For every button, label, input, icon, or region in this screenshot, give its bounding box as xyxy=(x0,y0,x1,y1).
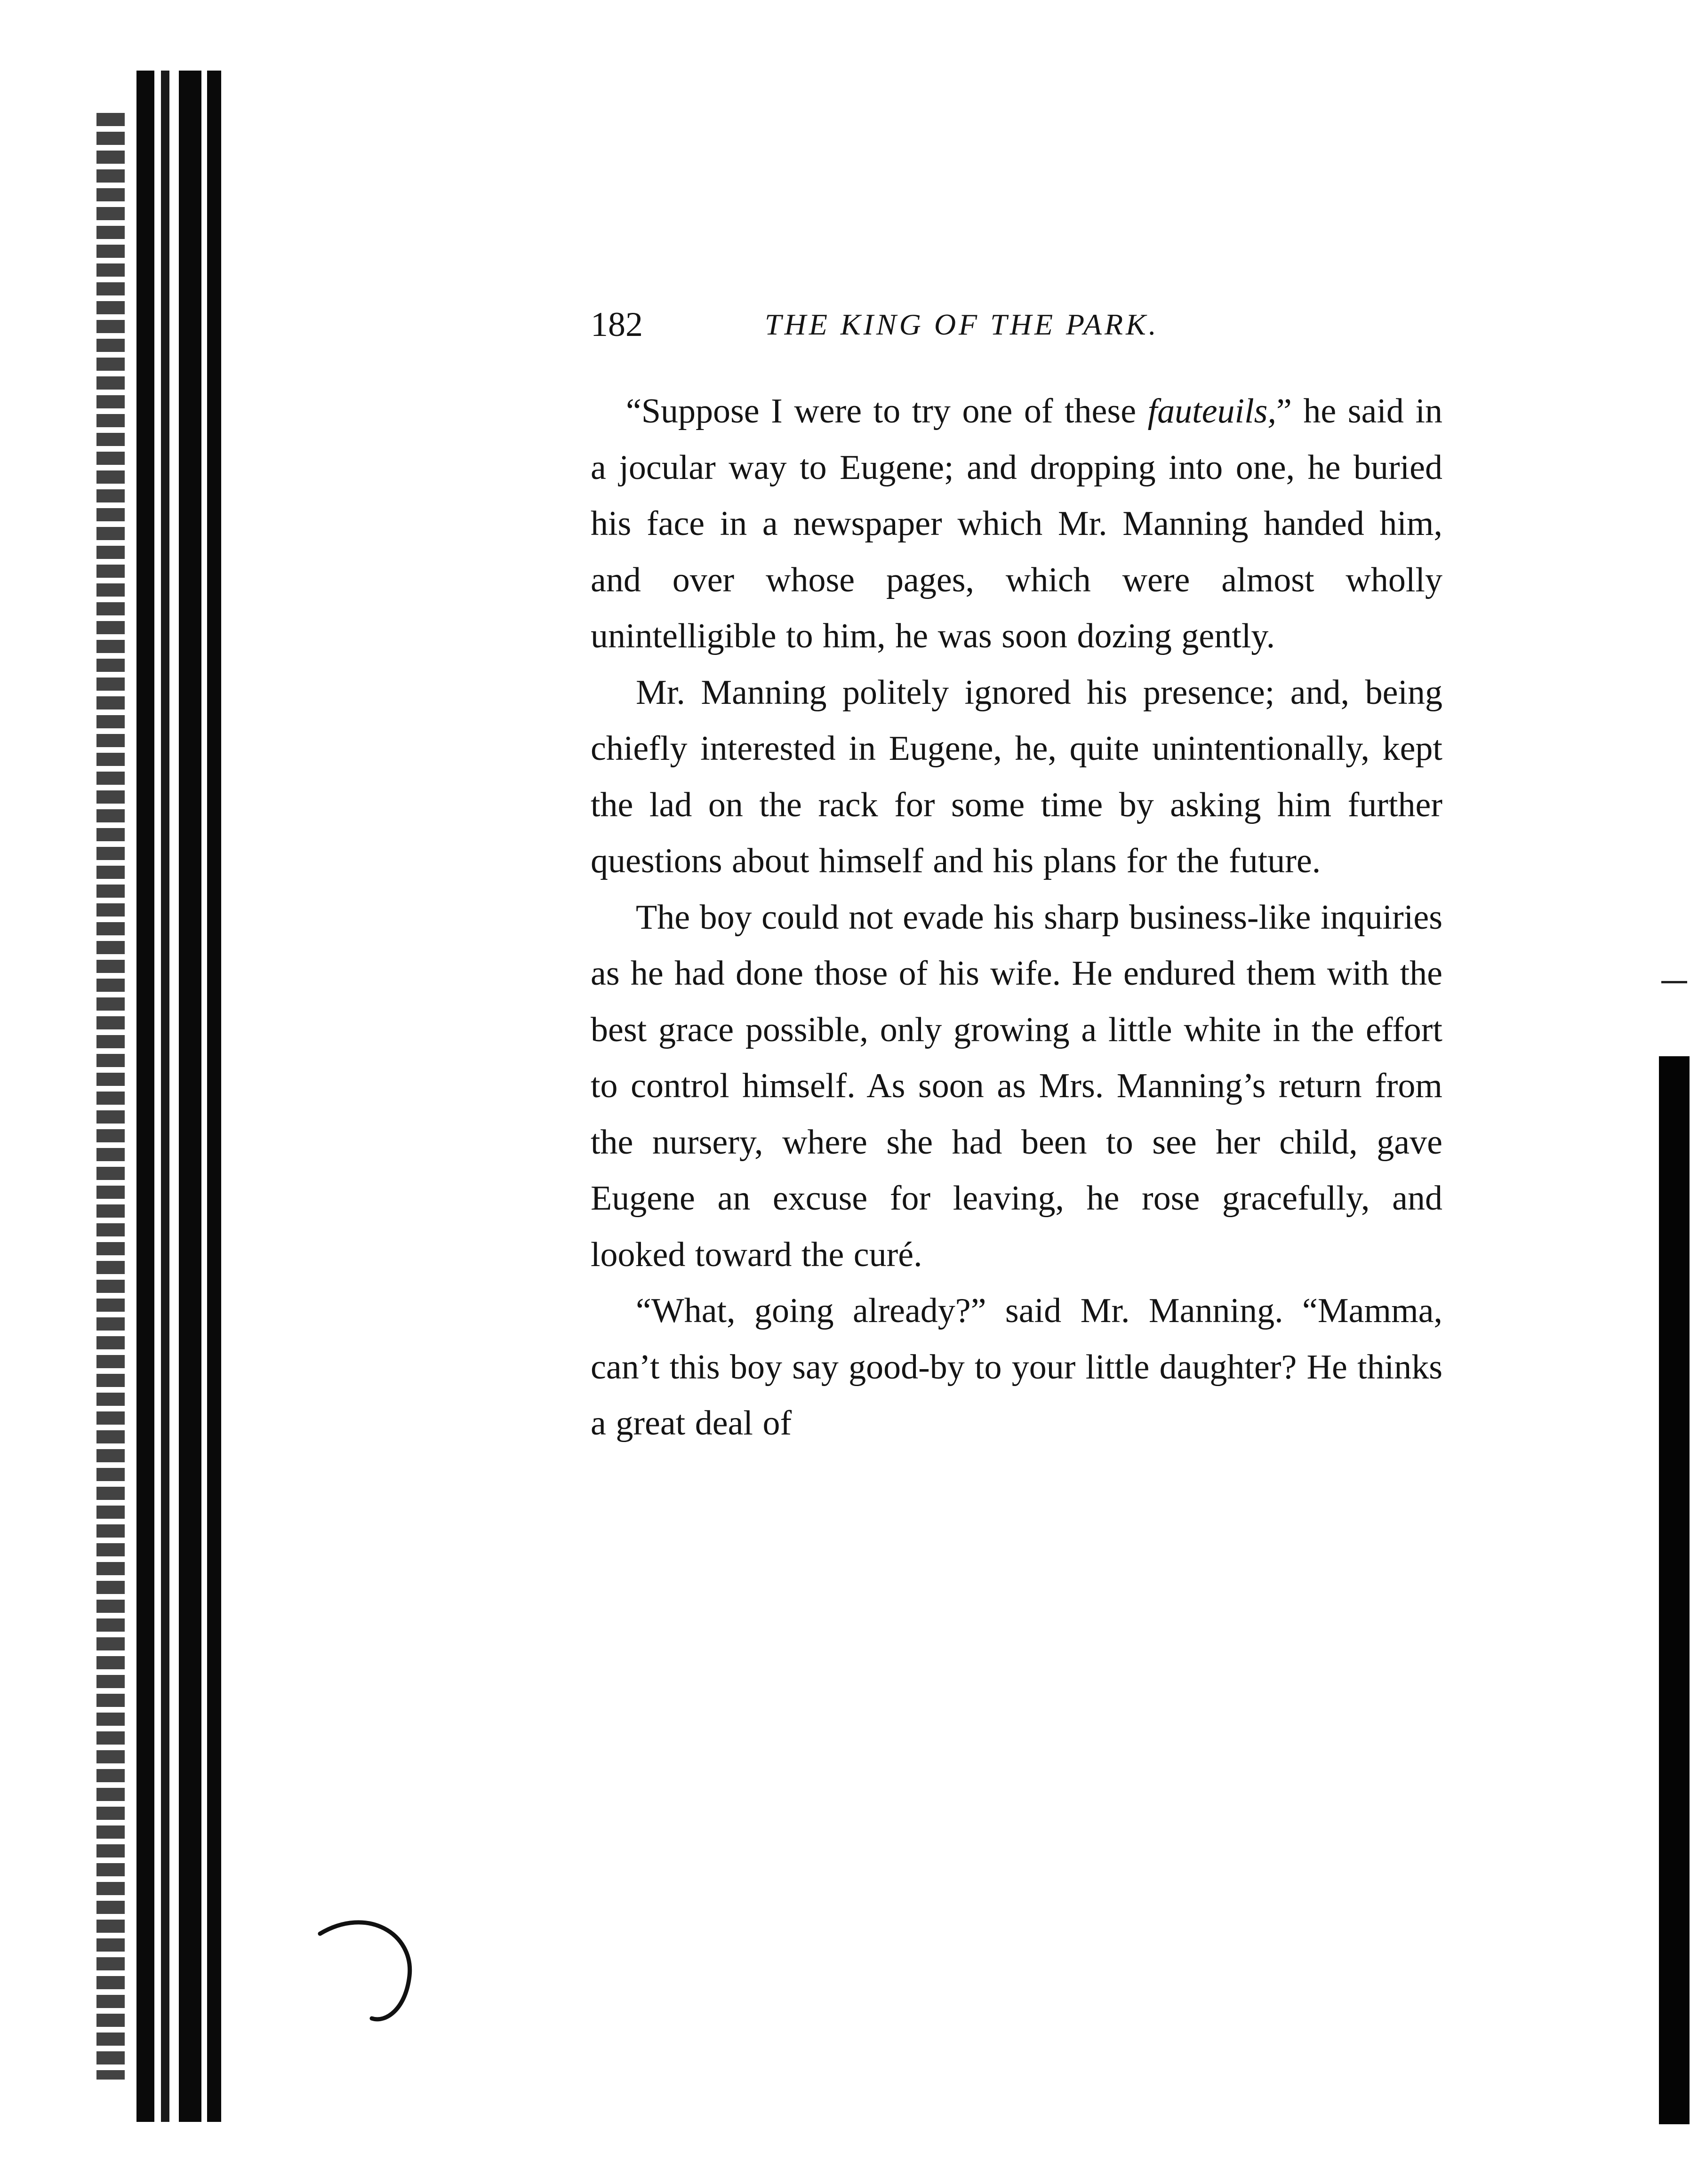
scan-artifact-left-stripes xyxy=(96,113,125,2080)
scan-artifact-left-bar xyxy=(136,71,221,2122)
paragraph-4: “What, going already?” said Mr. Manning. “Mamma, can’t this boy say good-by to your little daughter? He thinks a great deal of xyxy=(591,1291,1442,1443)
paragraph-1 xyxy=(591,383,1442,665)
paragraph-1-text-start: “Suppose I were to try one of these xyxy=(626,392,1148,430)
paragraph-1-italic-word: fauteuils, xyxy=(1147,392,1276,430)
page-header xyxy=(591,301,1442,348)
body-text xyxy=(591,383,1442,1452)
scan-artifact-right-tick xyxy=(1661,981,1687,983)
paragraph-3: The boy could not evade his sharp business-like inquiries as he had done those of his wife. He endured them with the best grace possible, only growing a little white in the effort to control himself. As soon as Mrs. Manning’s return from the nursery, where she had been to see her child, gave Eugene an excuse for leaving, he rose gracefully, and looked toward the curé. xyxy=(591,898,1442,1274)
paragraph-1-text-end: ” he said in a jocular way to Eugene; and dropping into one, he buried his face in a newspaper which Mr. Manning handed him, and over whose pages, which were almost wholly unintelligible to him, he was soon dozing gently. xyxy=(591,392,1443,655)
paragraph-2: Mr. Manning politely ignored his presence; and, being chiefly interested in Eugene, he, quite unintentionally, kept the lad on the rack for some time by asking him further questions about himself and his plans for the future. xyxy=(591,673,1442,880)
page-number: 182 xyxy=(591,305,643,344)
running-head: THE KING OF THE PARK. xyxy=(765,308,1159,341)
scan-artifact-right-bar xyxy=(1659,1056,1690,2124)
scan-artifact-curve xyxy=(301,1905,424,2028)
